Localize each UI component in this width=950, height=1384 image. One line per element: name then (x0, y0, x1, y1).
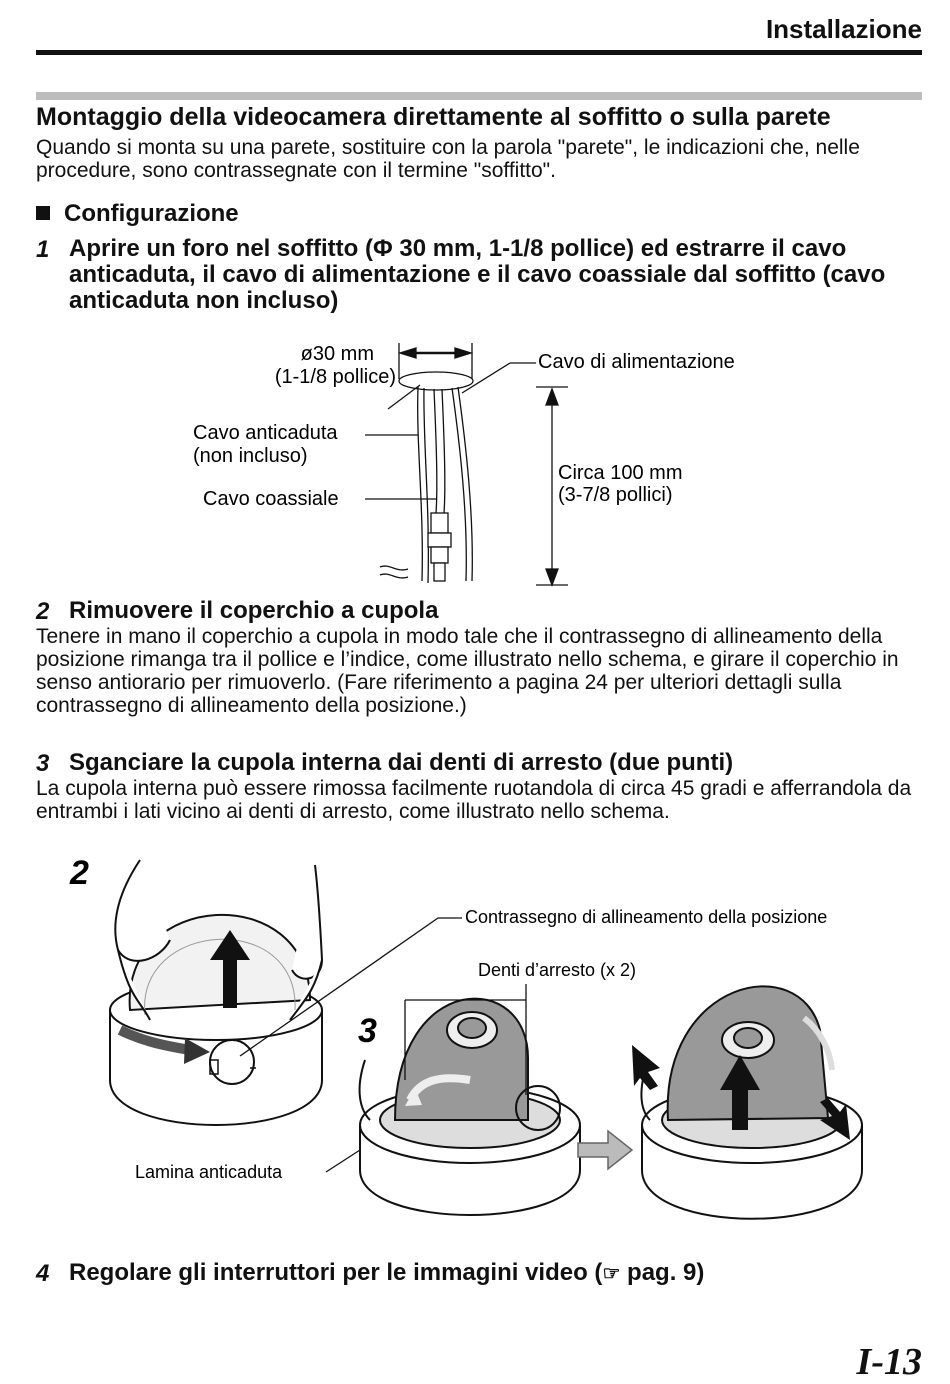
safety-cable-label-2: (non incluso) (193, 445, 308, 467)
step-body: Tenere in mano il coperchio a cupola in modo tale che il contrassegno di allineamento della posizione rimanga tra il pollice e l’indice, come illustrato nello schema, e girare il coperchio in senso antiorario per rimuoverlo. (Fare riferimento a pagina 24 per ulteriori dettagli sulla contrassegno di allineamento della posizione.) (36, 625, 899, 717)
inner-dome-figure (360, 999, 580, 1215)
pointing-hand-icon: ☞ (602, 1263, 621, 1285)
step-title-text: Regolare gli interruttori per le immagini video ( (69, 1259, 603, 1286)
dome-removal-diagram (60, 850, 920, 1240)
safety-cable-label-1: Cavo anticaduta (193, 422, 338, 444)
coax-cable-label: Cavo coassiale (203, 488, 339, 510)
square-bullet-icon (36, 206, 50, 220)
step-title: Rimuovere il coperchio a cupola (69, 597, 439, 624)
page-reference: pag. 9) (620, 1259, 705, 1286)
step-title: Aprire un foro nel soffitto (Φ 30 mm, 1-1/8 pollice) ed estrarre il cavo anticaduta, il cavo di alimentazione e il cavo coassiale dal soffitto (cavo anticaduta non incluso) (69, 235, 886, 314)
intro-text: Quando si monta su una parete, sostituire con la parola "parete", le indicazioni che, nelle procedure, sono contrassegnate con il termine "soffitto". (36, 136, 860, 182)
step-body: La cupola interna può essere rimossa facilmente ruotandola di circa 45 gradi e afferrandola da entrambi i lati vicino ai denti di arresto, come illustrato nello schema. (36, 777, 912, 823)
cable-diagram (180, 335, 780, 591)
safety-plate-label: Lamina anticaduta (135, 1162, 283, 1182)
hole-dim-label-1: ø30 mm (300, 343, 374, 365)
stopper-teeth-label: Denti d’arresto (x 2) (478, 960, 637, 980)
subheading-label: Configurazione (64, 200, 239, 227)
subheading (36, 200, 239, 228)
next-step-arrow-icon (578, 1131, 632, 1169)
step-number: 3 (36, 750, 50, 777)
step-title: Sganciare la cupola interna dai denti di arresto (due punti) (69, 749, 734, 776)
hole-dim-label-2: (1-1/8 pollice) (274, 366, 396, 388)
length-label-2: (3-7/8 pollici) (558, 484, 673, 506)
step-number: 1 (36, 236, 50, 263)
step-title (69, 1260, 704, 1287)
figure-label-3: 3 (358, 1012, 377, 1050)
figure-label-2: 2 (70, 854, 89, 892)
section-rule (36, 92, 922, 100)
step-number: 4 (36, 1260, 50, 1287)
power-cable-label: Cavo di alimentazione (538, 351, 735, 373)
page-title: Montaggio della videocamera direttamente al soffitto o sulla parete (36, 103, 831, 131)
push-arrow-left-icon (632, 1045, 660, 1090)
step-number: 2 (36, 598, 50, 625)
header-rule (36, 50, 922, 55)
page-number: I-13 (856, 1341, 922, 1383)
section-header: Installazione (765, 14, 922, 44)
dome-cover-figure (110, 860, 322, 1125)
length-label-1: Circa 100 mm (558, 462, 683, 484)
alignment-mark-label: Contrassegno di allineamento della posizione (465, 907, 828, 927)
